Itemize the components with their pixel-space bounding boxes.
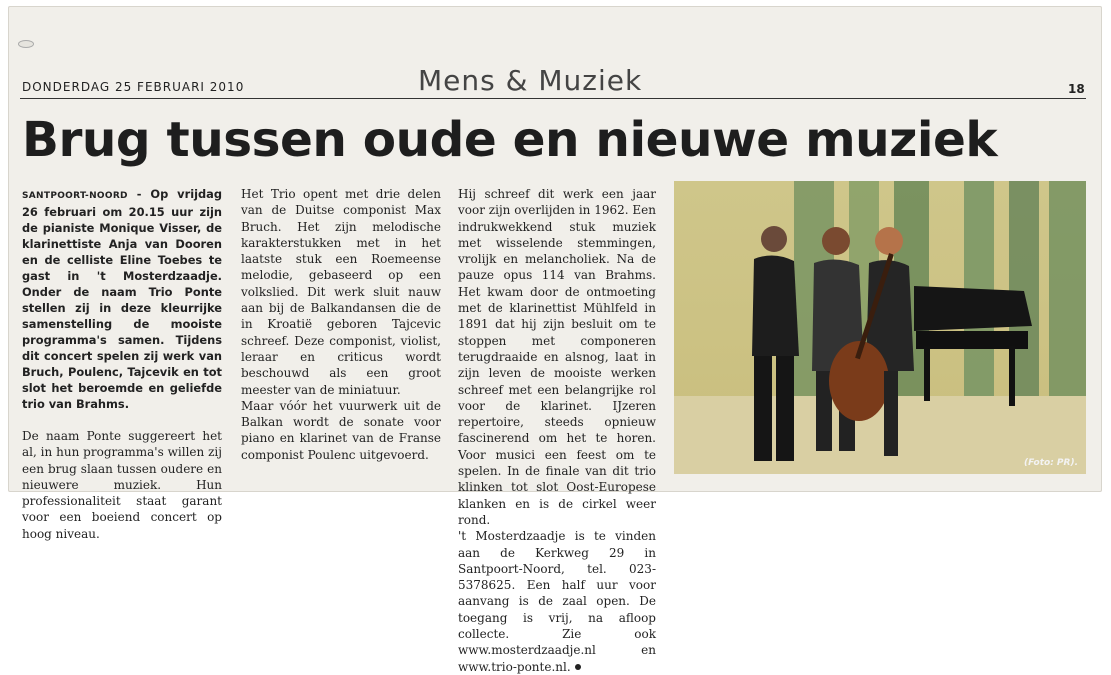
punch-hole-mark <box>18 40 34 48</box>
paragraph-ponte: De naam Ponte suggereert het al, in hun programma's willen zij een brug slaan tussen oudere en nieuwere muziek. Hun professionaliteit staat garant voor een boeiend concert op hoog niveau. <box>22 429 222 541</box>
paragraph-venue: 't Mosterdzaadje is te vinden aan de Kerkweg 29 in Santpoort-Noord, tel. 023-5378625. Een half uur voor aanvang is de zaal open. De toegang is vrij, na afloop collecte. Zie ook www.mosterdzaadje.nl en www.trio-ponte.nl. <box>458 529 656 674</box>
article-column-3 <box>458 186 656 674</box>
article-lead: SANTPOORT-NOORD - Op vrijdag 26 februari om 20.15 uur zijn de pianiste Monique Visser, de klarinettiste Anja van Dooren en de celliste Eline Toebes te gast in 't Mosterdzaadje. Onder de naam Trio Ponte stellen zij in deze kleurrijke samenstelling de mooiste programma's samen. Tijdens dit concert spelen zij werk van Bruch, Poulenc, Tajcevik en tot slot het beroemde en geliefde trio van Brahms. <box>22 187 222 411</box>
article-column-2 <box>241 186 441 476</box>
section-title: Mens & Muziek <box>418 64 643 97</box>
paragraph-program-part2: Maar vóór het vuurwerk uit de Balkan wordt de sonate voor piano en klarinet van de Franse componist Poulenc uitgevoerd. <box>241 398 441 462</box>
paragraph-program-part1: Het Trio opent met drie delen van de Duitse componist Max Bruch. Het zijn melodische karakterstukken met in het laatste stuk een Roemeense melodie, gebaseerd op een volkslied. Dit werk sluit nauw aan bij de Balkandansen die de in Kroatië geboren Tajcevic schreef. Deze componist, violist, leraar en criticus wordt beschouwd als een groot meester van de miniatuur. <box>241 187 441 397</box>
headline: Brug tussen oude en nieuwe muziek <box>22 112 998 168</box>
paragraph-program-continued: Hij schreef dit werk een jaar voor zijn overlijden in 1962. Een indrukwekkend stuk muziek met wisselende stemmingen, vrolijk en melancholiek. Na de pauze opus 114 van Brahms. Het kwam door de ontmoeting met de klarinettist Mühlfeld in 1891 dat hij zijn besluit om te stoppen met componeren terugdraaide en alsnog, laat in zijn leven de mooiste werken schreef met een belangrijke rol voor de klarinet. IJzeren repertoire, steeds opnieuw fascinerend om het te horen. Voor musici een feest om te spelen. In de finale van dit trio klinken tot slot Oost-Europese klanken en is de cirkel weer rond. <box>458 187 656 527</box>
end-of-article-mark <box>575 664 581 670</box>
photo-credit: (Foto: PR). <box>1023 458 1078 468</box>
dateline: SANTPOORT-NOORD <box>22 191 128 201</box>
header-rule <box>20 98 1086 99</box>
lead-text: Op vrijdag 26 februari om 20.15 uur zijn de pianiste Monique Visser, de klarinettiste Anja van Dooren en de celliste Eline Toebes te gast in 't Mosterdzaadje. Onder de naam Trio Ponte stellen zij in deze kleurrijke samenstelling de mooiste programma's samen. Tijdens dit concert spelen zij werk van Bruch, Poulenc, Tajcevik en tot slot het beroemde en geliefde trio van Brahms. <box>22 187 222 411</box>
article-column-1 <box>22 186 222 542</box>
trio-photo <box>674 181 1086 474</box>
trio-photo-illustration <box>674 181 1086 474</box>
page-number: 18 <box>1068 82 1085 96</box>
issue-date: DONDERDAG 25 FEBRUARI 2010 <box>22 80 245 94</box>
